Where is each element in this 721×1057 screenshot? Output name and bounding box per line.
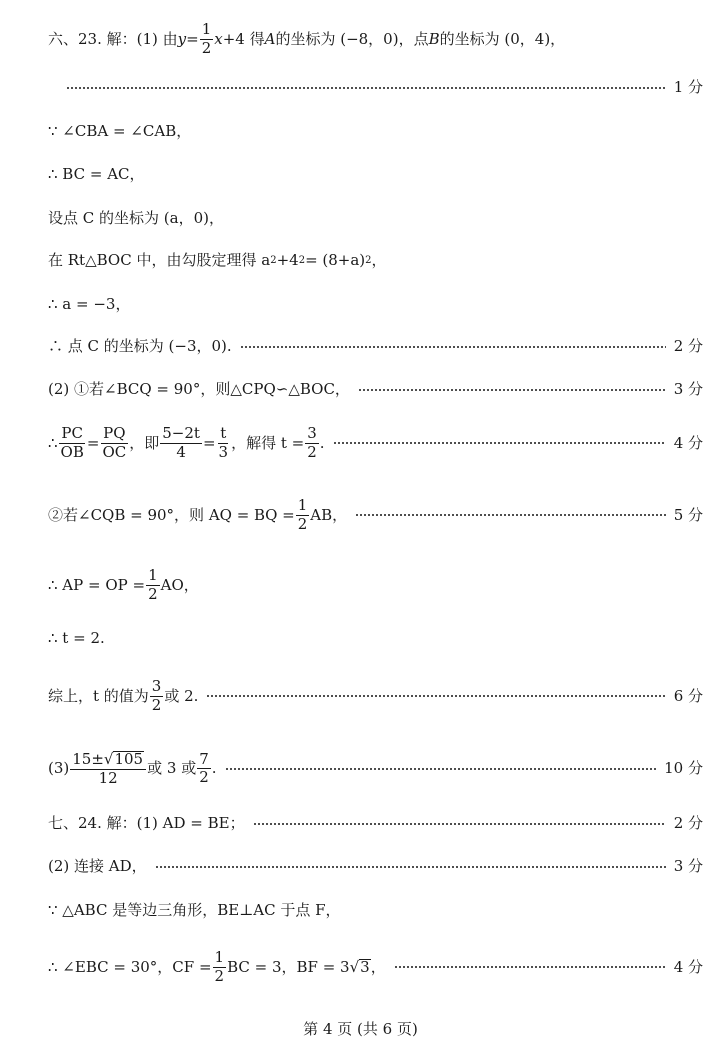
fraction: 15±√ 105 12 <box>70 751 146 787</box>
score-label: 5 分 <box>673 505 703 524</box>
score-label: 1 分 <box>673 78 703 96</box>
line-summary: 综上，t 的值为 $\frac{3}{2}$ 或 2. 6 分 <box>48 677 703 714</box>
score-label: 2 分 <box>673 337 703 355</box>
dot-leader <box>155 866 666 868</box>
line-pythagoras: 在 Rt△BOC 中，由勾股定理得 a 2 +4 2 = (8+a) 2 ， <box>48 251 387 269</box>
fraction: $\frac{3}{2}$ <box>307 424 317 461</box>
square-root: √ 105 <box>103 750 144 768</box>
fraction: $\frac{7}{2}$ <box>199 749 209 787</box>
line-c-coordinate: ∴ 点 C 的坐标为 (−3，0). 2 分 <box>48 337 703 355</box>
line-23-part1: 六、23. 解：(1) 由 y = $\frac{1}{2}$ x +4 得 A 的坐标为 (−8，0)，点 B 的坐标为 (0，4)， <box>48 20 566 57</box>
fraction: $\frac{5-2t}{4}$ <box>162 424 200 461</box>
dot-leader <box>225 768 657 770</box>
score-label: 3 分 <box>673 857 703 875</box>
score-label: 4 分 <box>673 433 703 452</box>
line-part3: (3) 15±√ 105 12 或 3 或 $\frac{7}{2}$ . 10 分 <box>48 749 703 787</box>
score-label: 3 分 <box>673 380 703 398</box>
line-angle-equal: ∵ ∠CBA = ∠CAB， <box>48 122 192 140</box>
dot-leader <box>358 389 666 391</box>
line-24-part2: (2) 连接 AD， 3 分 <box>48 857 703 875</box>
dot-leader <box>333 442 666 444</box>
dot-leader <box>253 823 666 825</box>
line-equilateral: ∵ △ABC 是等边三角形，BE⊥AC 于点 F， <box>48 901 341 919</box>
score-label: 4 分 <box>673 957 703 976</box>
fraction: $\frac{PQ}{OC}$ <box>102 424 127 461</box>
score-label: 10 分 <box>664 759 703 778</box>
fraction: $\frac{1}{2}$ <box>214 948 225 985</box>
fraction: $\frac{1}{2}$ <box>148 566 158 603</box>
dot-leader <box>66 87 666 89</box>
line-angle-ebc: ∴ ∠EBC = 30°，CF = $\frac{1}{2}$ BC = 3，BF = 3 √ 3 ， 4 分 <box>48 948 703 985</box>
dot-leader <box>240 346 666 348</box>
line-part2-case2: ②若∠CQB = 90°，则 AQ = BQ = $\frac{1}{2}$ AB， 5 分 <box>48 496 703 533</box>
fraction: $\frac{t}{3}$ <box>218 424 229 461</box>
fraction: $\frac{1}{2}$ <box>201 20 212 57</box>
line-part2-case1: (2) ①若∠BCQ = 90°，则△CPQ∽△BOC， 3 分 <box>48 380 703 398</box>
line-t-equals-2: ∴ t = 2. <box>48 629 105 647</box>
square-root: √ 3 <box>349 958 370 977</box>
fraction: $\frac{3}{2}$ <box>151 677 162 714</box>
score-line-1 <box>66 80 703 95</box>
fraction: $\frac{PC}{OB}$ <box>60 424 84 461</box>
fraction: $\frac{1}{2}$ <box>297 496 308 533</box>
dot-leader <box>394 966 666 968</box>
score-label: 2 分 <box>673 814 703 832</box>
line-set-c: 设点 C 的坐标为 (a，0)， <box>48 209 224 227</box>
line-a-value: ∴ a = −3， <box>48 295 131 313</box>
dot-leader <box>355 514 666 516</box>
score-label: 6 分 <box>673 686 703 705</box>
line-ratio: ∴ $\frac{PC}{OB}$ = $\frac{PQ}{OC}$ ，即 $\frac{5-2t}{4}$ = $\frac{t}{3}$ ，解得 t = $\frac{3}{2}$ . 4 分 <box>48 424 703 461</box>
line-24-part1: 七、24. 解：(1) AD = BE； 2 分 <box>48 814 703 832</box>
dot-leader <box>206 695 665 697</box>
line-ap-op: ∴ AP = OP = $\frac{1}{2}$ AO， <box>48 566 199 603</box>
page-number: 第 4 页 (共 6 页) <box>303 1020 418 1038</box>
line-bc-ac: ∴ BC = AC， <box>48 165 145 183</box>
